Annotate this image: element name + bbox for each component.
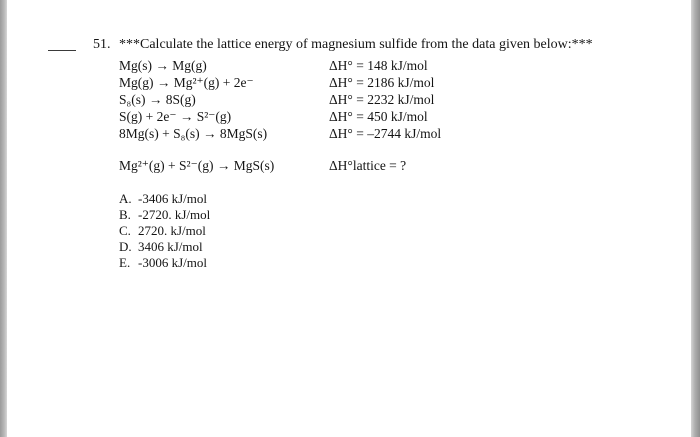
choice-c (119, 223, 206, 239)
left-page-edge (0, 0, 7, 437)
choice-text: -3406 kJ/mol (138, 191, 207, 206)
choice-a (119, 191, 207, 207)
enthalpy-4: ΔH° = 450 kJ/mol (329, 109, 428, 124)
choice-b (119, 207, 210, 223)
choice-text: -3006 kJ/mol (138, 255, 207, 270)
question-number: 51. (93, 37, 111, 52)
choice-text: -2720. kJ/mol (138, 207, 211, 222)
choice-e (119, 255, 207, 271)
answer-blank (48, 50, 76, 51)
enthalpy-2: ΔH° = 2186 kJ/mol (329, 75, 435, 90)
reaction-5: 8Mg(s) + S₈(s) → 8MgS(s) (119, 126, 268, 141)
choice-letter: E. (119, 255, 131, 270)
choice-d (119, 239, 203, 255)
choice-letter: A. (119, 191, 132, 206)
enthalpy-5: ΔH° = –2744 kJ/mol (329, 126, 442, 141)
choice-letter: C. (119, 223, 131, 238)
reaction-1: Mg(s) → Mg(g) (119, 58, 207, 73)
choice-text: 3406 kJ/mol (138, 239, 203, 254)
target-reaction: Mg²⁺(g) + S²⁻(g) → MgS(s) (119, 158, 275, 173)
reaction-3: S₈(s) → 8S(g) (119, 92, 196, 107)
choice-letter: D. (119, 239, 132, 254)
reaction-2: Mg(g) → Mg²⁺(g) + 2e⁻ (119, 75, 254, 90)
choice-text: 2720. kJ/mol (138, 223, 206, 238)
reaction-4: S(g) + 2e⁻ → S²⁻(g) (119, 109, 232, 124)
question-prompt: ***Calculate the lattice energy of magnesium sulfide from the data given below:*** (119, 37, 593, 52)
right-page-edge (691, 0, 700, 437)
enthalpy-3: ΔH° = 2232 kJ/mol (329, 92, 435, 107)
choice-letter: B. (119, 207, 131, 222)
enthalpy-1: ΔH° = 148 kJ/mol (329, 58, 428, 73)
target-enthalpy: ΔH°lattice = ? (329, 158, 407, 173)
